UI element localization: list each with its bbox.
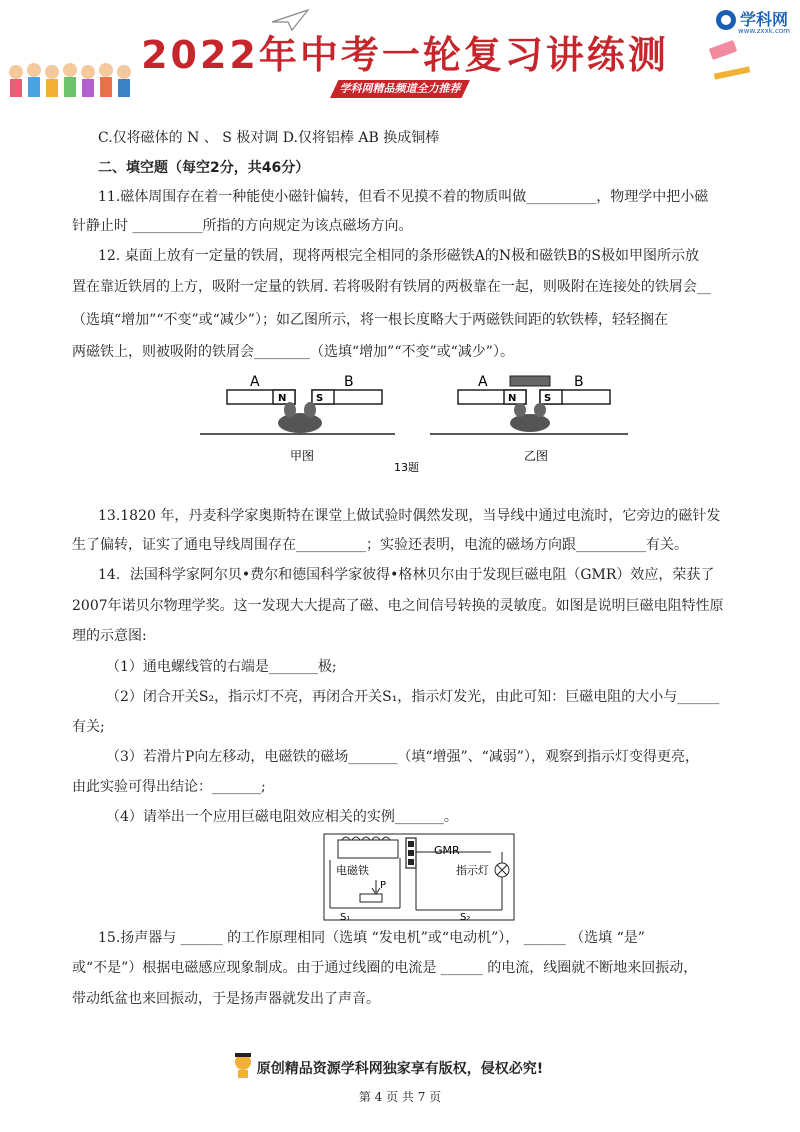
question-12-line1: 12. 桌面上放有一定量的铁屑，现将两根完全相同的条形磁铁A的N极和磁铁B的S极如甲图所示放 bbox=[98, 248, 699, 264]
pencil-eraser-icon bbox=[700, 40, 760, 90]
label-a-right: A bbox=[478, 374, 488, 390]
question-15-line2: 或“不是”）根据电磁感应现象制成。由于通过线圈的电流是 ______ 的电流，线圈就不断地来回振动， bbox=[72, 960, 698, 976]
option-line: C.仅将磁体的 N 、 S 极对调 D.仅将铝棒 AB 换成铜棒 bbox=[98, 130, 440, 146]
question-12-line4: 两磁铁上，则被吸附的铁屑会________（选填“增加”“不变”或“减少”）。 bbox=[72, 344, 514, 360]
figure-13-right bbox=[430, 376, 628, 434]
label-b-left: B bbox=[344, 374, 354, 390]
caption-right: 乙图 bbox=[524, 449, 549, 463]
question-14-line3: 理的示意图: bbox=[72, 628, 147, 644]
pole-n-left: N bbox=[278, 393, 287, 404]
question-14-line2: 2007年诺贝尔物理学奖。这一发现大大提高了磁、电之间信号转换的灵敏度。如图是说明巨磁电阻特性原 bbox=[72, 598, 724, 614]
logo-url: www.zxxk.com bbox=[738, 27, 790, 35]
pole-s-left: S bbox=[316, 393, 324, 404]
banner-title: 2022年中考一轮复习讲练测 bbox=[141, 33, 669, 77]
question-12-line2: 置在靠近铁屑的上方，吸附一定量的铁屑. 若将吸附有铁屑的两极靠在一起，则吸附在连接处的铁屑会__ bbox=[72, 279, 711, 295]
paper-plane-icon bbox=[270, 8, 310, 32]
label-b-right: B bbox=[574, 374, 584, 390]
electromagnet-label: 电磁铁 bbox=[336, 864, 369, 877]
switch2-label: S₂ bbox=[460, 912, 471, 923]
gmr-label: GMR bbox=[434, 844, 460, 857]
slider-label: P bbox=[380, 880, 387, 891]
question-14-part4: （4）请举出一个应用巨磁电阻效应相关的实例_______。 bbox=[106, 809, 458, 825]
question-14-part3-cont: 由此实验可得出结论：_______; bbox=[72, 779, 266, 795]
switch1-label: S₁ bbox=[340, 912, 351, 923]
question-13-line2: 生了偏转，证实了通电导线周围存在__________；实验还表明，电流的磁场方向跟__________有关。 bbox=[72, 537, 688, 553]
pole-n-right: N bbox=[508, 393, 517, 404]
pole-s-right: S bbox=[544, 393, 552, 404]
figure-13-magnets bbox=[190, 368, 640, 478]
question-11-line1: 11.磁体周围存在着一种能使小磁针偏转，但看不见摸不着的物质叫做__________，物理学中把小磁 bbox=[98, 189, 709, 205]
question-11-line2: 针静止时 __________所指的方向规定为该点磁场方向。 bbox=[72, 218, 413, 234]
page-number: 第 4 页 共 7 页 bbox=[358, 1090, 442, 1104]
question-13-line1: 13.1820 年，丹麦科学家奥斯特在课堂上做试验时偶然发现，当导线中通过电流时，它旁边的磁针发 bbox=[98, 508, 721, 524]
question-15-line3: 带动纸盆也来回振动，于是扬声器就发出了声音。 bbox=[72, 991, 380, 1007]
banner-subtitle: 学科网精品频道全力推荐 bbox=[339, 82, 461, 95]
lamp-label: 指示灯 bbox=[456, 864, 489, 877]
question-14-part1: （1）通电螺线管的右端是_______极; bbox=[106, 659, 337, 675]
coil bbox=[338, 837, 398, 858]
caption-center: 13题 bbox=[394, 461, 419, 474]
section-heading: 二、填空题（每空2分，共46分） bbox=[98, 160, 310, 176]
question-12-line3: （选填“增加”“不变”或“减少”）；如乙图所示，将一根长度略大于两磁铁间距的软铁棒，轻轻搁在 bbox=[72, 312, 668, 328]
children-illustration bbox=[6, 58, 134, 104]
copyright-footer: 原创精品资源学科网独家享有版权，侵权必究! bbox=[256, 1061, 544, 1077]
caption-left: 甲图 bbox=[290, 449, 315, 463]
question-14-part2-cont: 有关; bbox=[72, 719, 105, 735]
label-a-left: A bbox=[250, 374, 260, 390]
question-14-line1: 14．法国科学家阿尔贝•费尔和德国科学家彼得•格林贝尔由于发现巨磁电阻（GMR）效应，荣获了 bbox=[98, 567, 715, 583]
logo-text: 学科网 bbox=[740, 10, 789, 29]
figure-13-left bbox=[200, 390, 395, 434]
figure-14-circuit bbox=[316, 832, 520, 924]
question-14-part2: （2）闭合开关S₂，指示灯不亮，再闭合开关S₁，指示灯发光，由此可知：巨磁电阻的大小与______ bbox=[106, 689, 720, 705]
question-15-line1: 15.扬声器与 ______ 的工作原理相同（选填 “发电机”或“电动机”）， ______ （选填 “是” bbox=[98, 930, 645, 946]
question-14-part3: （3）若滑片P向左移动，电磁铁的磁场_______（填“增强”、“减弱”），观察到指示灯变得更亮， bbox=[106, 749, 699, 765]
